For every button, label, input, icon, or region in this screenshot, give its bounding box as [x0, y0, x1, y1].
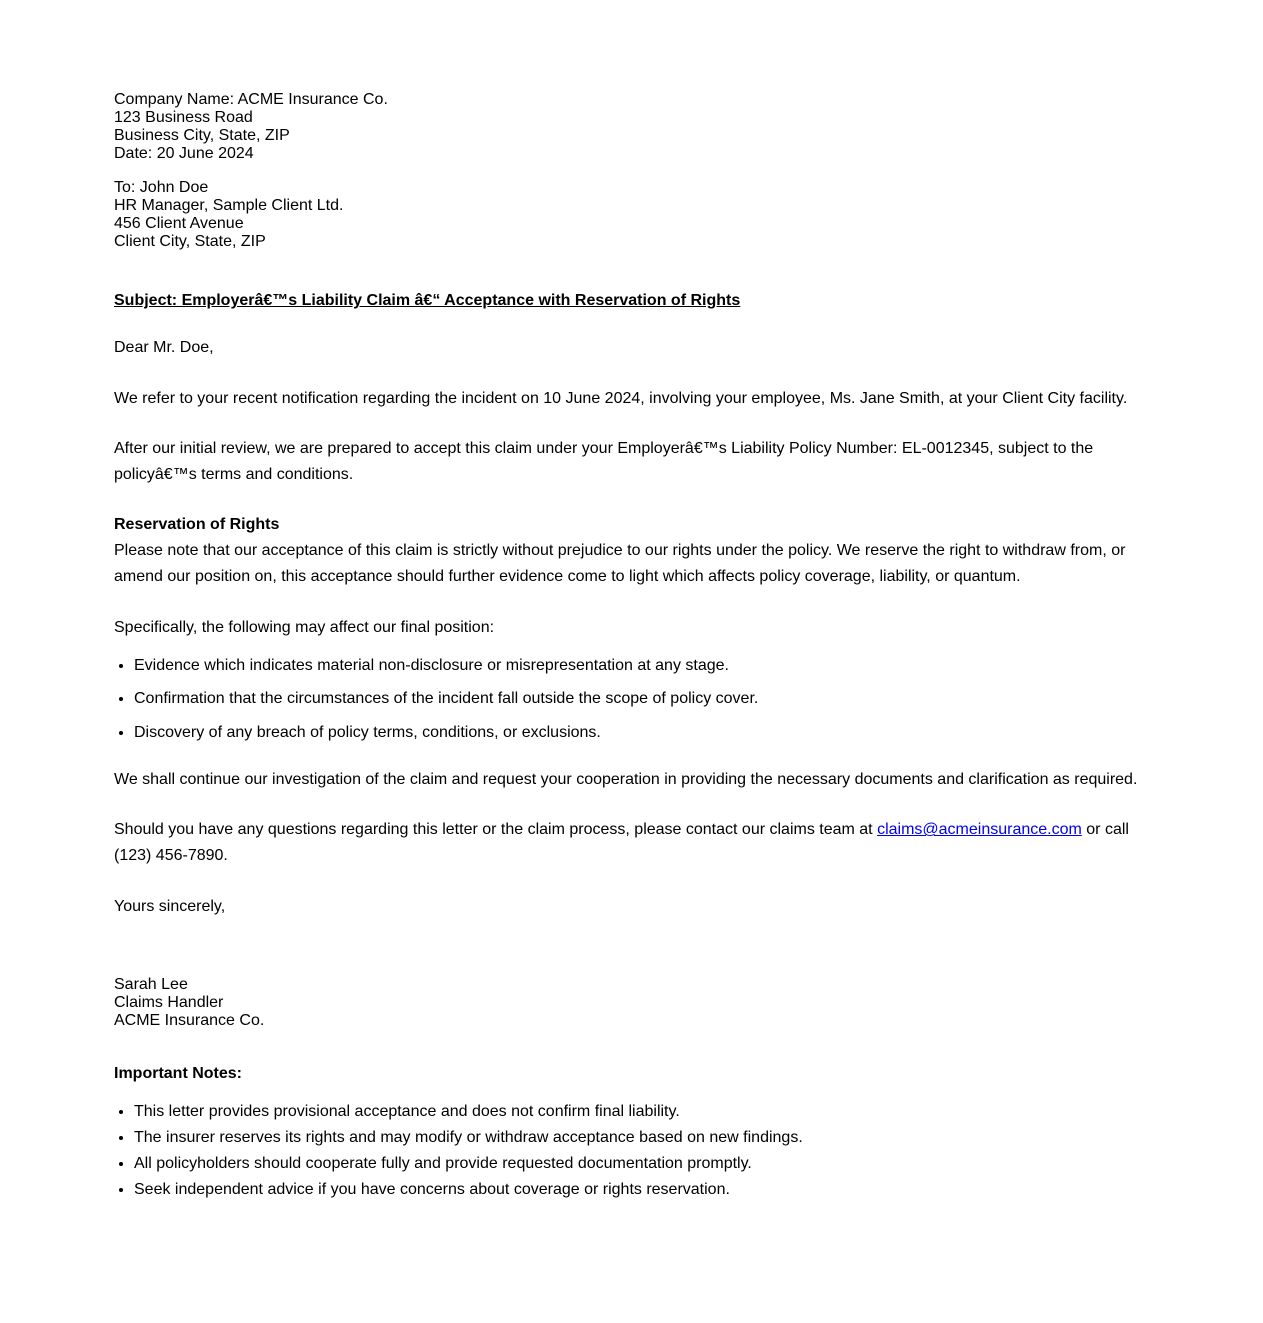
list-item: • Seek independent advice if you have concerns about coverage or rights reservation. [134, 1177, 1154, 1203]
reservation-text: Please note that our acceptance of this claim is strictly without prejudice to our rights under the policy. We reserve the right to withdraw from, or amend our position on, this acceptance should further evidence come to light which affects policy coverage, liability, or quantum. [114, 541, 1126, 585]
closing: Yours sincerely, [114, 897, 226, 915]
contact-text-before: Should you have any questions regarding this letter or the claim process, please contact our claims team at [114, 821, 878, 839]
signer-name: Sarah Lee [114, 976, 188, 994]
list-item: • Discovery of any breach of policy terms, conditions, or exclusions. [134, 724, 1154, 741]
reservation-heading: Reservation of Rights [114, 516, 280, 534]
list-item: • The insurer reserves its rights and may modify or withdraw acceptance based on new findings. [134, 1125, 1154, 1151]
recipient-address-line-2: Client City, State, ZIP [114, 233, 266, 250]
paragraph-specifically: Specifically, the following may affect our final position: [114, 619, 495, 637]
sender-address-line-2: Business City, State, ZIP [114, 127, 290, 144]
letter-date: Date: 20 June 2024 [114, 145, 254, 162]
letter [114, 91, 1154, 1203]
list-item: • Evidence which indicates material non-disclosure or misrepresentation at any stage. [134, 657, 1154, 674]
recipient-position: HR Manager, Sample Client Ltd. [114, 197, 344, 214]
subject-line: Subject: Employerâ€™s Liability Claim â€“ Acceptance with Reservation of Rights [114, 292, 741, 309]
signer-company: ACME Insurance Co. [114, 1012, 265, 1030]
paragraph-investigation: We shall continue our investigation of the claim and request your cooperation in providing the necessary documents and clarification as required. [114, 770, 1138, 788]
list-item: • Confirmation that the circumstances of the incident fall outside the scope of policy cover. [134, 690, 1154, 707]
signer-title: Claims Handler [114, 994, 224, 1012]
sender-company: Company Name: ACME Insurance Co. [114, 91, 388, 108]
paragraph-contact [114, 817, 1154, 868]
salutation: Dear Mr. Doe, [114, 339, 214, 356]
list-item: • All policyholders should cooperate fully and provide requested documentation promptly. [134, 1151, 1154, 1177]
recipient-name: To: John Doe [114, 179, 209, 196]
paragraph-acceptance: After our initial review, we are prepared to accept this claim under your Employerâ€™s Liability Policy Number: EL-0012345, subject to the policyâ€™s terms and conditions. [114, 440, 1094, 483]
paragraph-incident: We refer to your recent notification regarding the incident on 10 June 2024, involving your employee, Ms. Jane Smith, at your Client City facility. [114, 389, 1128, 407]
notes-heading: Important Notes: [114, 1065, 242, 1083]
signature-block [114, 976, 1154, 1030]
sender-address-line-1: 123 Business Road [114, 109, 253, 126]
sender-block [114, 91, 1154, 163]
recipient-address-line-1: 456 Client Avenue [114, 215, 244, 232]
recipient-block [114, 179, 1154, 251]
claims-email-link[interactable]: claims@acmeinsurance.com [877, 821, 1082, 839]
reasons-list [114, 657, 1154, 741]
list-item: • This letter provides provisional acceptance and does not confirm final liability. [134, 1099, 1154, 1125]
notes-list [114, 1099, 1154, 1203]
contact-text-after: or call (123) 456-7890. [114, 821, 1129, 864]
